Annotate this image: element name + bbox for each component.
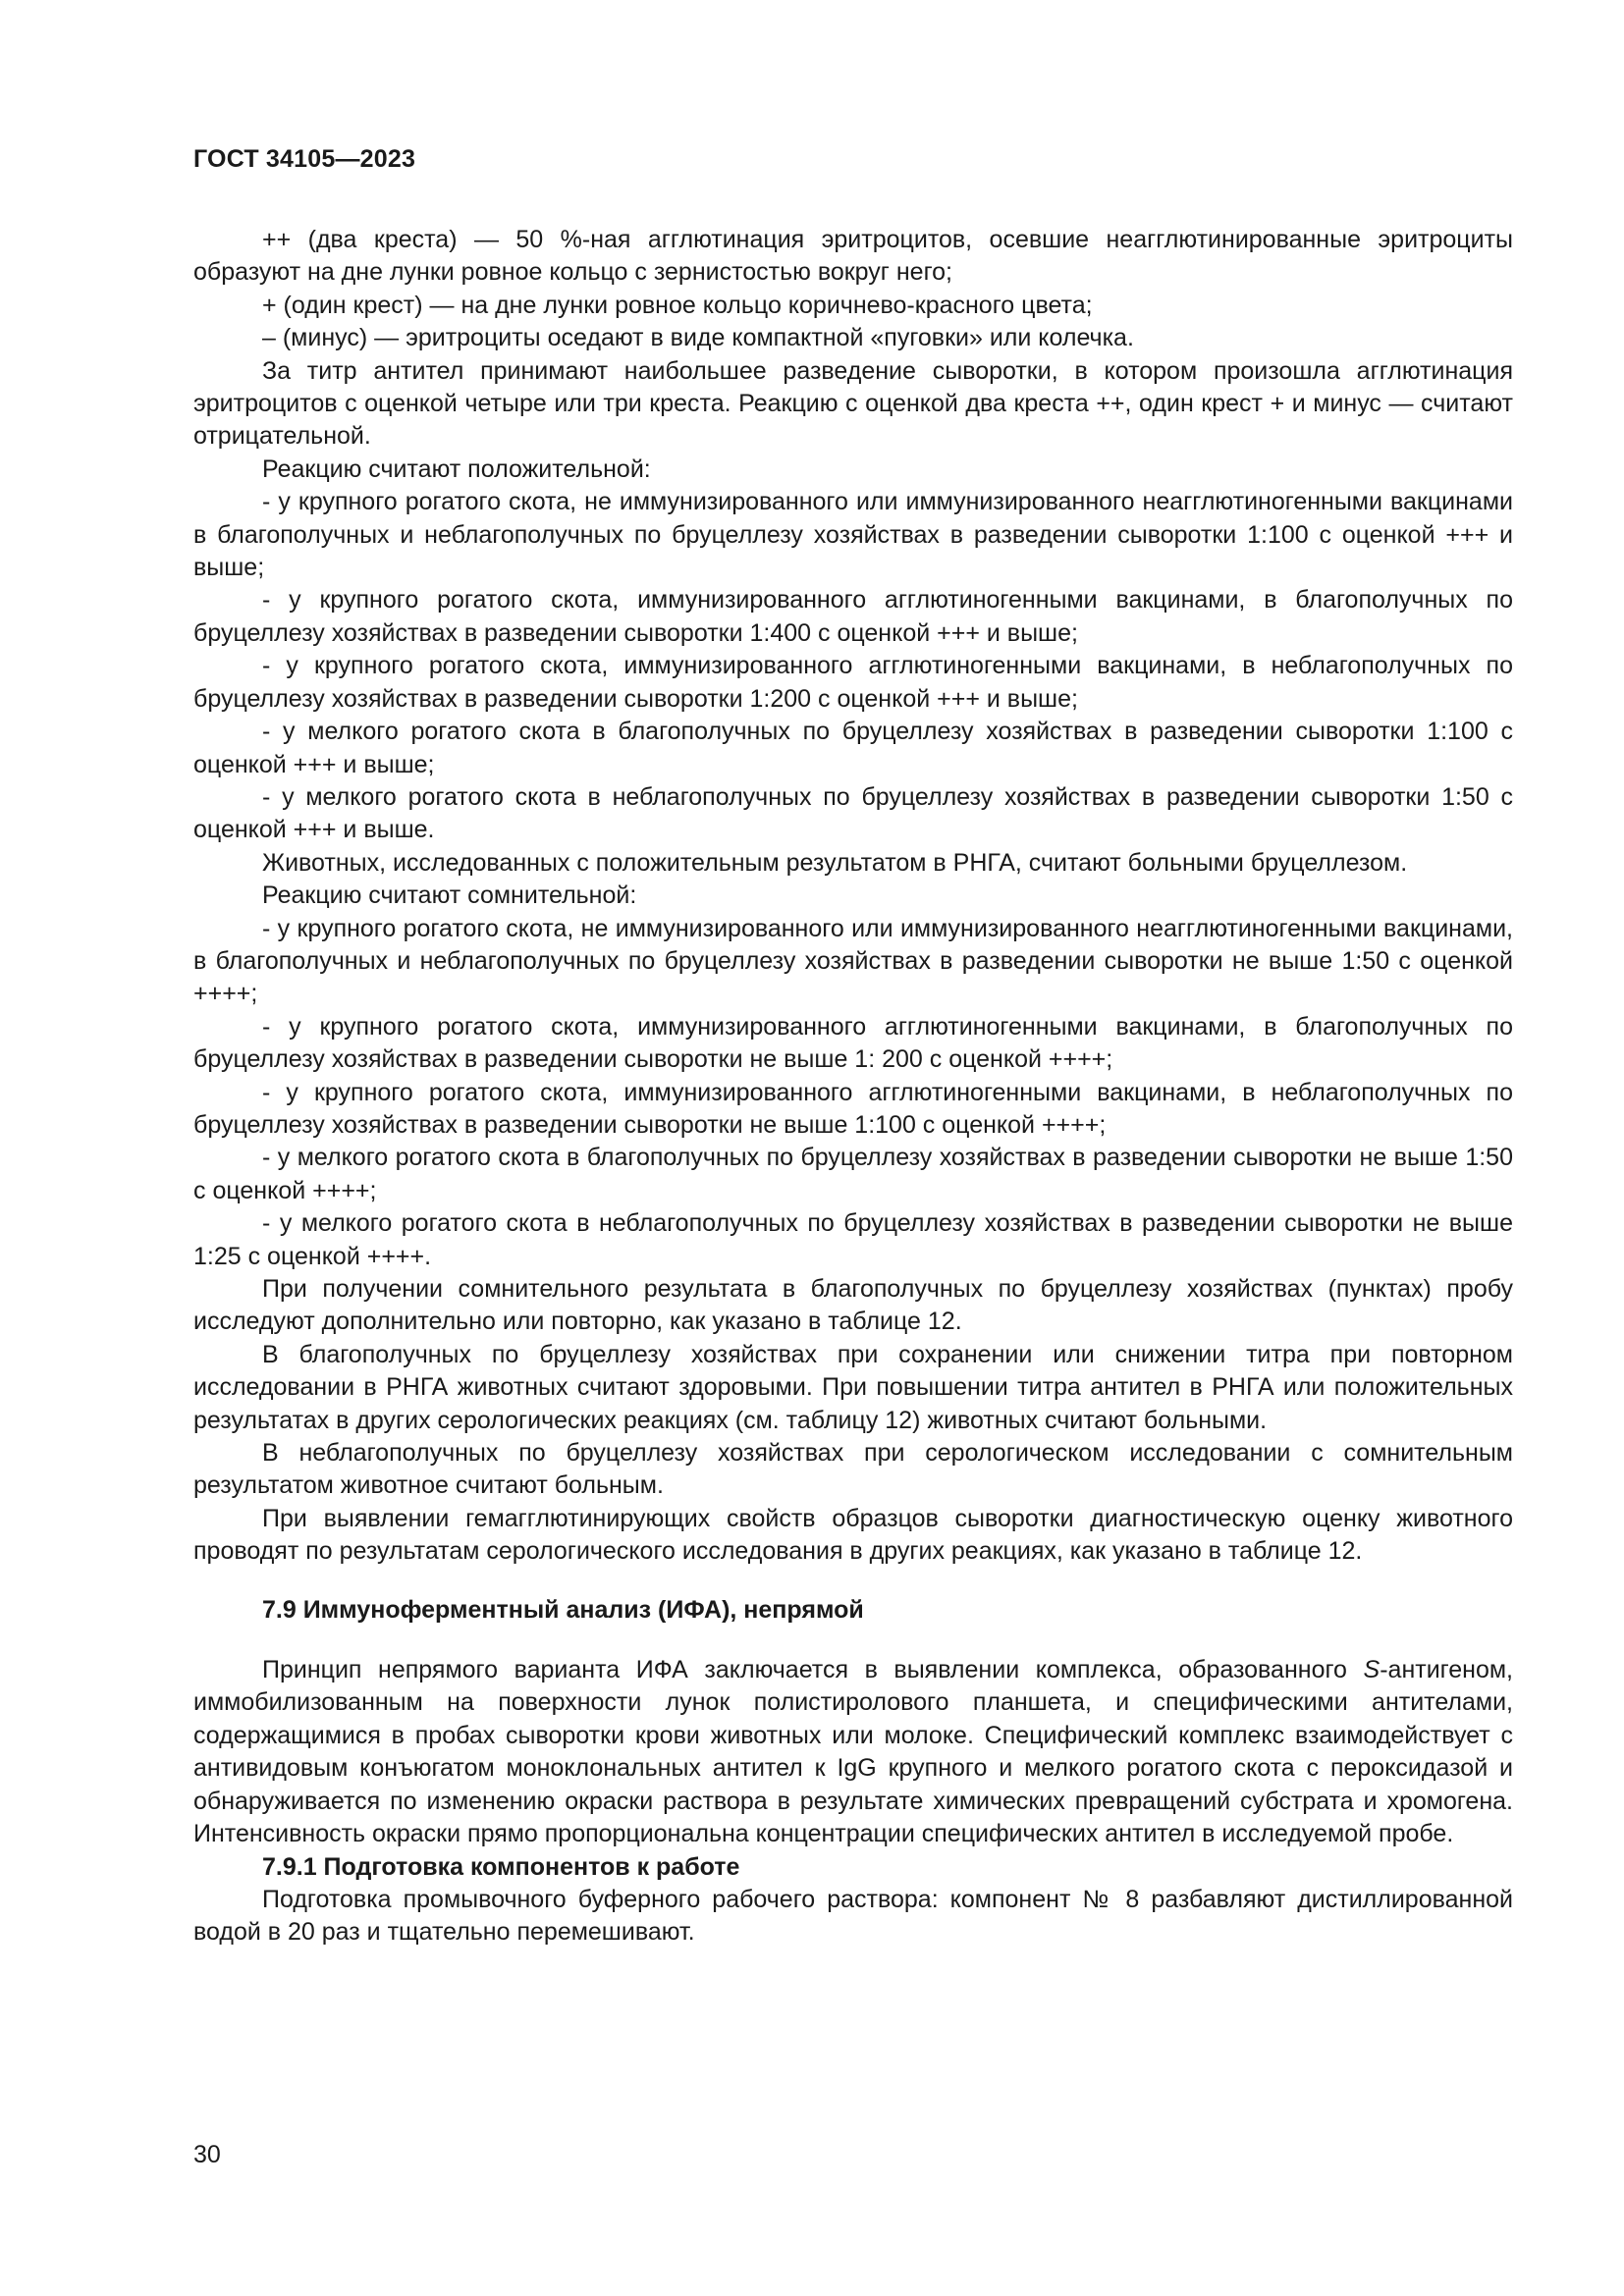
paragraph: - у крупного рогатого скота, не иммунизированного или иммунизированного неагглютиногенными вакцинами в благополучных и неблагополучных по бруцеллезу хозяйствах в разведении сыворотки 1:100 с оценкой +++ и выше; xyxy=(193,488,1513,582)
paragraph: В неблагополучных по бруцеллезу хозяйствах при серологическом исследовании с сомнительным результатом животное считают больным. xyxy=(193,1439,1513,1500)
paragraph: - у мелкого рогатого скота в неблагополучных по бруцеллезу хозяйствах в разведении сыворотки 1:50 с оценкой +++ и выше. xyxy=(193,782,1513,844)
paragraph: - у крупного рогатого скота, иммунизированного агглютиногенными вакцинами, в благополучных по бруцеллезу хозяйствах в разведении сыворотки 1:400 с оценкой +++ и выше; xyxy=(193,586,1513,647)
paragraph-lead: Принцип непрямого варианта ИФА заключается в выявлении комплекса, образованного xyxy=(262,1656,1364,1684)
paragraph: - у крупного рогатого скота, не иммунизированного или иммунизированного неагглютиногенными вакцинами, в благополучных и неблагополучных по бруцеллезу хозяйствах в разведении сыворотки не выше 1:50 с оценкой ++++; xyxy=(193,914,1513,1008)
paragraph: - у крупного рогатого скота, иммунизированного агглютиногенными вакцинами, в неблагополучных по бруцеллезу хозяйствах в разведении сыворотки 1:200 с оценкой +++ и выше; xyxy=(193,652,1513,713)
paragraph-preparation: Подготовка промывочного буферного рабочего раствора: компонент № 8 разбавляют дистиллированной водой в 20 раз и тщательно перемешивают. xyxy=(193,1885,1513,1947)
paragraph-rest: -антигеном, иммобилизованным на поверхности лунок полистиролового планшета, и специфическими антителами, содержащимися в пробах сыворотки крови животных или молоке. Специфический комплекс взаимодействует с антивидовым конъюгатом моноклональных антител к IgG крупного и мелкого рогатого скота с пероксидазой и обнаруживается по изменению окраски раствора в результате химических превращений субстрата и хромогена. Интенсивность окраски прямо пропорциональна концентрации специфических антител в исследуемой пробе. xyxy=(193,1656,1513,1848)
paragraph: + (один крест) — на дне лунки ровное кольцо коричнево-красного цвета; xyxy=(262,291,1093,319)
paragraph: В благополучных по бруцеллезу хозяйствах при сохранении или снижении титра при повторном исследовании в РНГА животных считают здоровыми. При повышении титра антител в РНГА или положительных результатах в других серологических реакциях (см. таблицу 12) животных считают больными. xyxy=(193,1340,1513,1434)
paragraph: - у крупного рогатого скота, иммунизированного агглютиногенными вакцинами, в неблагополучных по бруцеллезу хозяйствах в разведении сыворотки не выше 1:100 с оценкой ++++; xyxy=(193,1078,1513,1139)
document-body xyxy=(193,224,1513,1949)
paragraph: При получении сомнительного результата в благополучных по бруцеллезу хозяйствах (пунктах) пробу исследуют дополнительно или повторно, как указано в таблице 12. xyxy=(193,1275,1513,1336)
paragraph: - у мелкого рогатого скота в благополучных по бруцеллезу хозяйствах в разведении сыворотки 1:100 с оценкой +++ и выше; xyxy=(193,718,1513,778)
section-heading-7-9: 7.9 Иммуноферментный анализ (ИФА), непрямой xyxy=(262,1595,864,1624)
paragraph: Животных, исследованных с положительным результатом в РНГА, считают больными бруцеллезом. xyxy=(262,848,1408,877)
paragraph: При выявлении гемагглютинирующих свойств образцов сыворотки диагностическую оценку животного проводят по результатам серологического исследования в других реакциях, как указано в таблице 12. xyxy=(193,1504,1513,1566)
paragraph: - у мелкого рогатого скота в благополучных по бруцеллезу хозяйствах в разведении сыворотки не выше 1:50 с оценкой ++++; xyxy=(193,1144,1513,1204)
paragraph: - у крупного рогатого скота, иммунизированного агглютиногенными вакцинами, в благополучных по бруцеллезу хозяйствах в разведении сыворотки не выше 1: 200 с оценкой ++++; xyxy=(193,1012,1513,1074)
paragraph: За титр антител принимают наибольшее разведение сыворотки, в котором произошла агглютинация эритроцитов с оценкой четыре или три креста. Реакцию с оценкой два креста ++, один крест + и минус — считают отрицательной. xyxy=(193,356,1513,451)
section-heading-7-9-1: 7.9.1 Подготовка компонентов к работе xyxy=(262,1852,740,1881)
paragraph-ifa-principle xyxy=(193,1654,1513,1850)
paragraph: – (минус) — эритроциты оседают в виде компактной «пуговки» или колечка. xyxy=(262,324,1134,352)
document-header: ГОСТ 34105—2023 xyxy=(193,145,416,173)
paragraph: ++ (два креста) — 50 %-ная агглютинация эритроцитов, осевшие неагглютинированные эритроциты образуют на дне лунки ровное кольцо с зернистостью вокруг него; xyxy=(193,226,1513,287)
page-number: 30 xyxy=(193,2141,221,2168)
paragraph: Реакцию считают положительной: xyxy=(262,454,651,483)
antigen-letter: S xyxy=(1363,1656,1380,1684)
paragraph: Реакцию считают сомнительной: xyxy=(262,881,637,910)
paragraph: - у мелкого рогатого скота в неблагополучных по бруцеллезу хозяйствах в разведении сыворотки не выше 1:25 с оценкой ++++. xyxy=(193,1209,1513,1270)
